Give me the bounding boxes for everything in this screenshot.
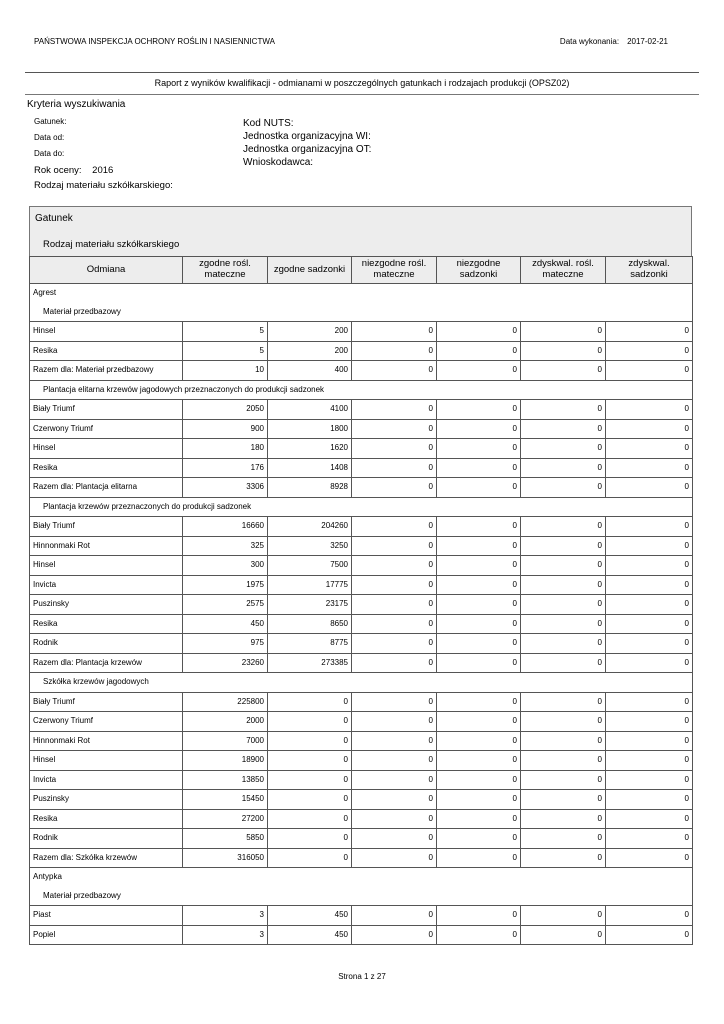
cell-value: 23175 <box>268 595 352 615</box>
cell-odmiana: Hinsel <box>30 556 183 576</box>
table-row <box>30 341 693 361</box>
cell-value: 0 <box>521 478 606 498</box>
cell-odmiana: Invicta <box>30 770 183 790</box>
cell-value: 0 <box>437 614 521 634</box>
material-group-row <box>30 673 693 693</box>
cell-odmiana: Hinsel <box>30 439 183 459</box>
cell-value: 176 <box>183 458 268 478</box>
cell-value: 200 <box>268 341 352 361</box>
criteria-rok-oceny <box>34 165 113 176</box>
group-header-gatunek: Gatunek <box>35 213 73 224</box>
cell-value: 0 <box>521 614 606 634</box>
cell-value: 27200 <box>183 809 268 829</box>
cell-value: 0 <box>521 751 606 771</box>
cell-value: 0 <box>606 595 693 615</box>
cell-value: 2000 <box>183 712 268 732</box>
table-row <box>30 322 693 342</box>
cell-value: 0 <box>521 829 606 849</box>
cell-value: 0 <box>352 419 437 439</box>
group-header-rodzaj: Rodzaj materiału szkółkarskiego <box>43 239 180 250</box>
cell-odmiana: Rodnik <box>30 829 183 849</box>
cell-value: 5 <box>183 341 268 361</box>
header-divider <box>25 72 699 73</box>
cell-value: 0 <box>268 829 352 849</box>
cell-odmiana: Biały Triumf <box>30 517 183 537</box>
cell-value: 0 <box>437 751 521 771</box>
cell-value: 0 <box>606 536 693 556</box>
cell-value: 0 <box>268 848 352 868</box>
table-row <box>30 692 693 712</box>
cell-value: 0 <box>606 341 693 361</box>
cell-value: 0 <box>437 439 521 459</box>
cell-value: 8928 <box>268 478 352 498</box>
table-row <box>30 751 693 771</box>
criteria-data-od: Data od: <box>34 133 65 142</box>
col-header-zdyskwal-sadzonki: zdyskwal. sadzonki <box>606 257 693 284</box>
cell-value: 180 <box>183 439 268 459</box>
cell-odmiana: Rodnik <box>30 634 183 654</box>
cell-value: 2575 <box>183 595 268 615</box>
table-row <box>30 731 693 751</box>
cell-value: 0 <box>437 341 521 361</box>
cell-value: 0 <box>352 712 437 732</box>
cell-value: 2050 <box>183 400 268 420</box>
material-type-label: Plantacja elitarna krzewów jagodowych przeznaczonych do produkcji sadzonek <box>30 380 693 400</box>
cell-value: 0 <box>606 361 693 381</box>
cell-value: 0 <box>437 925 521 945</box>
col-header-zdyskwal-mateczne: zdyskwal. rośl. mateczne <box>521 257 606 284</box>
table-row <box>30 517 693 537</box>
cell-value: 0 <box>521 517 606 537</box>
material-type-label: Materiał przedbazowy <box>30 303 693 322</box>
page-number: Strona 1 z 27 <box>338 972 386 981</box>
table-row <box>30 458 693 478</box>
cell-odmiana: Hinsel <box>30 751 183 771</box>
cell-value: 0 <box>352 536 437 556</box>
cell-value: 7000 <box>183 731 268 751</box>
material-type-label: Materiał przedbazowy <box>30 887 693 906</box>
cell-value: 0 <box>606 322 693 342</box>
cell-odmiana: Hinnonmaki Rot <box>30 731 183 751</box>
cell-value: 0 <box>437 556 521 576</box>
cell-value: 200 <box>268 322 352 342</box>
species-group-row <box>30 868 693 887</box>
cell-value: 0 <box>437 829 521 849</box>
cell-value: 0 <box>352 731 437 751</box>
cell-value: 0 <box>521 634 606 654</box>
cell-value: 0 <box>521 439 606 459</box>
cell-value: 0 <box>352 458 437 478</box>
cell-value: 0 <box>606 458 693 478</box>
table-row <box>30 614 693 634</box>
cell-value: 0 <box>437 419 521 439</box>
cell-value: 0 <box>521 419 606 439</box>
criteria-title: Kryteria wyszukiwania <box>27 99 126 110</box>
cell-value: 16660 <box>183 517 268 537</box>
cell-odmiana: Czerwony Triumf <box>30 419 183 439</box>
cell-value: 0 <box>352 809 437 829</box>
cell-value: 0 <box>606 692 693 712</box>
cell-value: 0 <box>268 712 352 732</box>
criteria-wnioskodawca: Wnioskodawca: <box>243 157 314 168</box>
criteria-jednostka-wi: Jednostka organizacyjna WI: <box>243 131 371 142</box>
cell-value: 316050 <box>183 848 268 868</box>
cell-value: 0 <box>606 419 693 439</box>
cell-odmiana: Razem dla: Plantacja krzewów <box>30 653 183 673</box>
report-date-label: Data wykonania: <box>559 37 620 46</box>
table-row <box>30 925 693 945</box>
cell-value: 0 <box>437 517 521 537</box>
cell-value: 3306 <box>183 478 268 498</box>
cell-value: 225800 <box>183 692 268 712</box>
group-header-box <box>29 206 692 256</box>
cell-value: 0 <box>606 653 693 673</box>
cell-value: 0 <box>352 829 437 849</box>
cell-value: 0 <box>352 770 437 790</box>
material-type-label: Plantacja krzewów przeznaczonych do produkcji sadzonek <box>30 497 693 517</box>
cell-value: 8775 <box>268 634 352 654</box>
cell-value: 273385 <box>268 653 352 673</box>
cell-value: 0 <box>521 653 606 673</box>
cell-value: 13850 <box>183 770 268 790</box>
cell-odmiana: Hinsel <box>30 322 183 342</box>
cell-value: 0 <box>606 906 693 926</box>
cell-value: 0 <box>521 361 606 381</box>
cell-value: 0 <box>352 575 437 595</box>
cell-value: 0 <box>521 536 606 556</box>
material-group-row <box>30 887 693 906</box>
material-group-row <box>30 303 693 322</box>
table-row <box>30 712 693 732</box>
cell-value: 0 <box>352 614 437 634</box>
cell-value: 400 <box>268 361 352 381</box>
report-date-value: 2017-02-21 <box>627 37 668 46</box>
cell-value: 0 <box>437 536 521 556</box>
cell-odmiana: Popiel <box>30 925 183 945</box>
table-row <box>30 575 693 595</box>
cell-value: 0 <box>521 925 606 945</box>
cell-value: 0 <box>437 478 521 498</box>
cell-value: 0 <box>606 439 693 459</box>
cell-odmiana: Resika <box>30 614 183 634</box>
cell-value: 0 <box>521 770 606 790</box>
cell-value: 0 <box>606 400 693 420</box>
cell-odmiana: Razem dla: Materiał przedbazowy <box>30 361 183 381</box>
cell-value: 0 <box>521 322 606 342</box>
cell-value: 0 <box>437 712 521 732</box>
cell-value: 1620 <box>268 439 352 459</box>
cell-value: 0 <box>268 770 352 790</box>
material-group-row <box>30 380 693 400</box>
cell-odmiana: Biały Triumf <box>30 400 183 420</box>
cell-value: 0 <box>606 634 693 654</box>
cell-odmiana: Invicta <box>30 575 183 595</box>
cell-odmiana: Resika <box>30 341 183 361</box>
cell-value: 15450 <box>183 790 268 810</box>
cell-value: 0 <box>437 458 521 478</box>
cell-value: 0 <box>352 556 437 576</box>
cell-value: 0 <box>606 517 693 537</box>
col-header-zgodne-mateczne: zgodne rośl. mateczne <box>183 257 268 284</box>
cell-value: 0 <box>352 634 437 654</box>
cell-odmiana: Resika <box>30 458 183 478</box>
cell-value: 0 <box>521 692 606 712</box>
cell-value: 0 <box>268 809 352 829</box>
cell-value: 0 <box>606 575 693 595</box>
table-row <box>30 770 693 790</box>
table-row <box>30 848 693 868</box>
table-row <box>30 361 693 381</box>
cell-value: 0 <box>437 790 521 810</box>
cell-value: 0 <box>352 517 437 537</box>
criteria-rok-label: Rok oceny: <box>34 165 82 176</box>
cell-value: 1408 <box>268 458 352 478</box>
col-header-odmiana: Odmiana <box>30 257 183 284</box>
col-header-zgodne-sadzonki: zgodne sadzonki <box>268 257 352 284</box>
cell-odmiana: Razem dla: Szkółka krzewów <box>30 848 183 868</box>
cell-value: 0 <box>352 322 437 342</box>
cell-odmiana: Piast <box>30 906 183 926</box>
criteria-kod-nuts: Kod NUTS: <box>243 118 294 129</box>
cell-value: 0 <box>606 731 693 751</box>
cell-value: 7500 <box>268 556 352 576</box>
table-row <box>30 809 693 829</box>
cell-odmiana: Biały Triumf <box>30 692 183 712</box>
cell-value: 0 <box>521 731 606 751</box>
cell-value: 0 <box>437 731 521 751</box>
cell-value: 0 <box>268 731 352 751</box>
col-header-niezgodne-mateczne: niezgodne rośl. mateczne <box>352 257 437 284</box>
cell-value: 0 <box>606 614 693 634</box>
report-date <box>560 37 668 46</box>
table-row <box>30 419 693 439</box>
cell-value: 0 <box>352 925 437 945</box>
cell-value: 204260 <box>268 517 352 537</box>
cell-value: 3 <box>183 906 268 926</box>
cell-value: 0 <box>437 361 521 381</box>
cell-value: 4100 <box>268 400 352 420</box>
cell-value: 0 <box>606 770 693 790</box>
criteria-jednostka-ot: Jednostka organizacyjna OT: <box>243 144 372 155</box>
cell-value: 0 <box>606 751 693 771</box>
cell-value: 0 <box>606 925 693 945</box>
table-row <box>30 829 693 849</box>
cell-value: 17775 <box>268 575 352 595</box>
criteria-rodzaj: Rodzaj materiału szkółkarskiego: <box>34 180 173 191</box>
col-header-niezgodne-sadzonki: niezgodne sadzonki <box>437 257 521 284</box>
cell-value: 0 <box>352 341 437 361</box>
cell-value: 0 <box>521 400 606 420</box>
cell-value: 0 <box>268 692 352 712</box>
cell-value: 0 <box>352 906 437 926</box>
species-label: Agrest <box>30 284 693 303</box>
cell-value: 450 <box>268 906 352 926</box>
cell-value: 0 <box>521 556 606 576</box>
cell-value: 0 <box>352 361 437 381</box>
cell-value: 0 <box>352 848 437 868</box>
criteria-gatunek: Gatunek: <box>34 117 67 126</box>
cell-value: 0 <box>521 575 606 595</box>
cell-value: 0 <box>437 906 521 926</box>
table-body <box>30 284 693 945</box>
cell-value: 0 <box>352 751 437 771</box>
cell-value: 0 <box>521 906 606 926</box>
cell-value: 0 <box>352 653 437 673</box>
cell-value: 18900 <box>183 751 268 771</box>
cell-odmiana: Puszinsky <box>30 595 183 615</box>
cell-value: 10 <box>183 361 268 381</box>
table-row <box>30 478 693 498</box>
table-row <box>30 634 693 654</box>
cell-value: 5 <box>183 322 268 342</box>
cell-odmiana: Puszinsky <box>30 790 183 810</box>
cell-value: 450 <box>268 925 352 945</box>
cell-value: 0 <box>437 809 521 829</box>
table-header-row <box>30 257 693 284</box>
cell-value: 0 <box>437 400 521 420</box>
cell-value: 8650 <box>268 614 352 634</box>
cell-value: 0 <box>521 712 606 732</box>
table-row <box>30 556 693 576</box>
cell-value: 0 <box>352 439 437 459</box>
cell-value: 0 <box>606 829 693 849</box>
cell-odmiana: Resika <box>30 809 183 829</box>
results-table <box>29 256 693 945</box>
cell-value: 0 <box>437 575 521 595</box>
table-row <box>30 400 693 420</box>
cell-value: 0 <box>352 790 437 810</box>
cell-value: 5850 <box>183 829 268 849</box>
cell-value: 0 <box>606 790 693 810</box>
cell-value: 0 <box>521 790 606 810</box>
species-label: Antypka <box>30 868 693 887</box>
cell-value: 1975 <box>183 575 268 595</box>
cell-odmiana: Czerwony Triumf <box>30 712 183 732</box>
criteria-data-do: Data do: <box>34 149 65 158</box>
report-title: Raport z wyników kwalifikacji - odmianami w poszczególnych gatunkach i rodzajach produkcji (OPSZ02) <box>154 78 570 88</box>
cell-value: 0 <box>521 595 606 615</box>
cell-value: 0 <box>268 790 352 810</box>
table-row <box>30 906 693 926</box>
cell-value: 300 <box>183 556 268 576</box>
material-type-label: Szkółka krzewów jagodowych <box>30 673 693 693</box>
cell-value: 450 <box>183 614 268 634</box>
cell-value: 0 <box>352 478 437 498</box>
cell-value: 0 <box>521 809 606 829</box>
cell-odmiana: Hinnonmaki Rot <box>30 536 183 556</box>
cell-value: 0 <box>437 595 521 615</box>
table-row <box>30 439 693 459</box>
cell-value: 0 <box>437 692 521 712</box>
table-row <box>30 653 693 673</box>
cell-value: 0 <box>606 556 693 576</box>
cell-value: 0 <box>606 848 693 868</box>
cell-value: 0 <box>437 634 521 654</box>
cell-value: 0 <box>521 458 606 478</box>
criteria-rok-value: 2016 <box>92 165 114 176</box>
cell-value: 0 <box>521 341 606 361</box>
cell-value: 0 <box>437 770 521 790</box>
cell-value: 0 <box>352 595 437 615</box>
cell-value: 0 <box>268 751 352 771</box>
cell-value: 0 <box>437 322 521 342</box>
cell-value: 0 <box>606 809 693 829</box>
cell-value: 0 <box>437 848 521 868</box>
table-row <box>30 790 693 810</box>
cell-value: 23260 <box>183 653 268 673</box>
table-row <box>30 536 693 556</box>
cell-value: 0 <box>521 848 606 868</box>
title-divider <box>25 94 699 95</box>
cell-value: 0 <box>606 478 693 498</box>
cell-value: 325 <box>183 536 268 556</box>
species-group-row <box>30 284 693 303</box>
organization-name: PAŃSTWOWA INSPEKCJA OCHRONY ROŚLIN I NASIENNICTWA <box>34 37 275 46</box>
cell-value: 0 <box>606 712 693 732</box>
material-group-row <box>30 497 693 517</box>
cell-value: 0 <box>352 692 437 712</box>
cell-odmiana: Razem dla: Plantacja elitarna <box>30 478 183 498</box>
cell-value: 1800 <box>268 419 352 439</box>
table-row <box>30 595 693 615</box>
cell-value: 0 <box>437 653 521 673</box>
cell-value: 3 <box>183 925 268 945</box>
cell-value: 975 <box>183 634 268 654</box>
cell-value: 3250 <box>268 536 352 556</box>
cell-value: 0 <box>352 400 437 420</box>
cell-value: 900 <box>183 419 268 439</box>
